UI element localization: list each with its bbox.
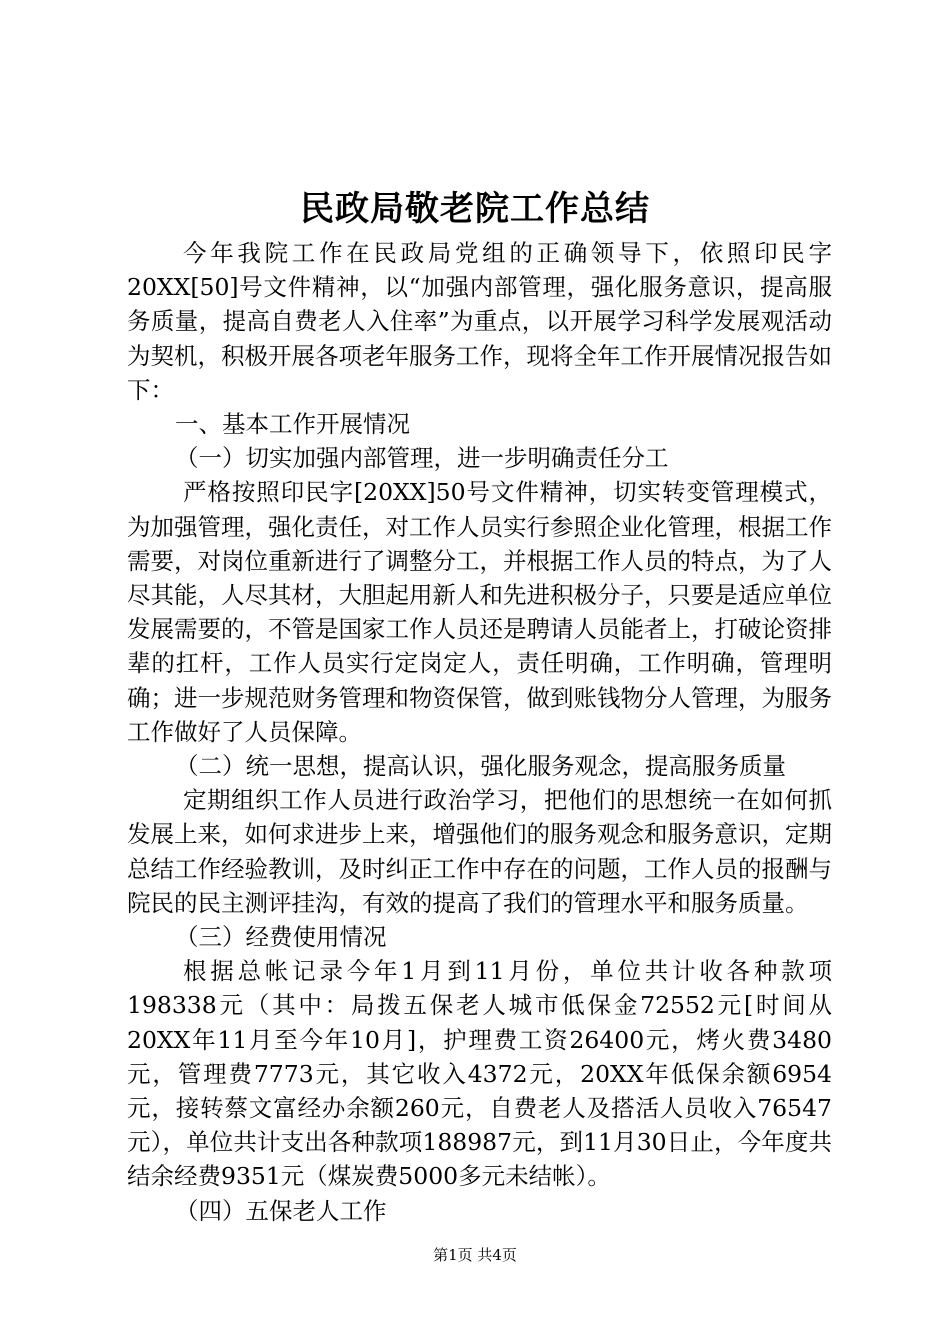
document-body [127,236,832,1228]
document-title: 民政局敬老院工作总结 [300,189,650,229]
paragraph-management: 严格按照印民字[20XX]50号文件精神，切实转变管理模式，为加强管理，强化责任，对工作人员实行参照企业化管理，根据工作需要，对岗位重新进行了调整分工，并根据工作人员的特点，为了人尽其能，人尽其材，大胆起用新人和先进积极分子，只要是适应单位发展需要的，不管是国家工作人员还是聘请人员能者上，打破论资排辈的扛杆，工作人员实行定岗定人，责任明确，工作明确，管理明确；进一步规范财务管理和物资保管，做到账钱物分人管理，为服务工作做好了人员保障。 [127,478,832,746]
subsection-heading-4: （四）五保老人工作 [175,1196,387,1225]
section-heading-basic-work: 一、基本工作开展情况 [175,410,410,439]
paragraph-study: 定期组织工作人员进行政治学习，把他们的思想统一在如何抓发展上来，如何求进步上来，增强他们的服务观念和服务意识，定期总结工作经验教训，及时纠正工作中存在的问题，工作人员的报酬与院民的民主测评挂沟，有效的提高了我们的管理水平和服务质量。 [127,786,832,917]
subsection-heading-1: （一）切实加强内部管理，进一步明确责任分工 [175,444,669,473]
page-footer: 第1页 共4页 [433,1246,517,1264]
paragraph-funds: 根据总帐记录今年1月到11月份，单位共计收各种款项198338元（其中：局拨五保老人城市低保金72552元[时间从20XX年11月至今年10月]，护理费工资26400元，烤火费3480元，管理费7773元，其它收入4372元，20XX年低保余额6954元，接转蔡文富经办余额260元，自费老人及搭活人员收入76547元），单位共计支出各种款项188987元，到11月30日止，今年度共结余经费9351元（煤炭费5000多元未结帐）。 [127,957,832,1191]
subsection-heading-2: （二）统一思想，提高认识，强化服务观念，提高服务质量 [175,752,786,781]
subsection-heading-3: （三）经费使用情况 [175,923,387,952]
intro-paragraph: 今年我院工作在民政局党组的正确领导下，依照印民字20XX[50]号文件精神，以“加强内部管理，强化服务意识，提高服务质量，提高自费老人入住率”为重点，以开展学习科学发展观活动为契机，积极开展各项老年服务工作，现将全年工作开展情况报告如下： [127,239,832,404]
